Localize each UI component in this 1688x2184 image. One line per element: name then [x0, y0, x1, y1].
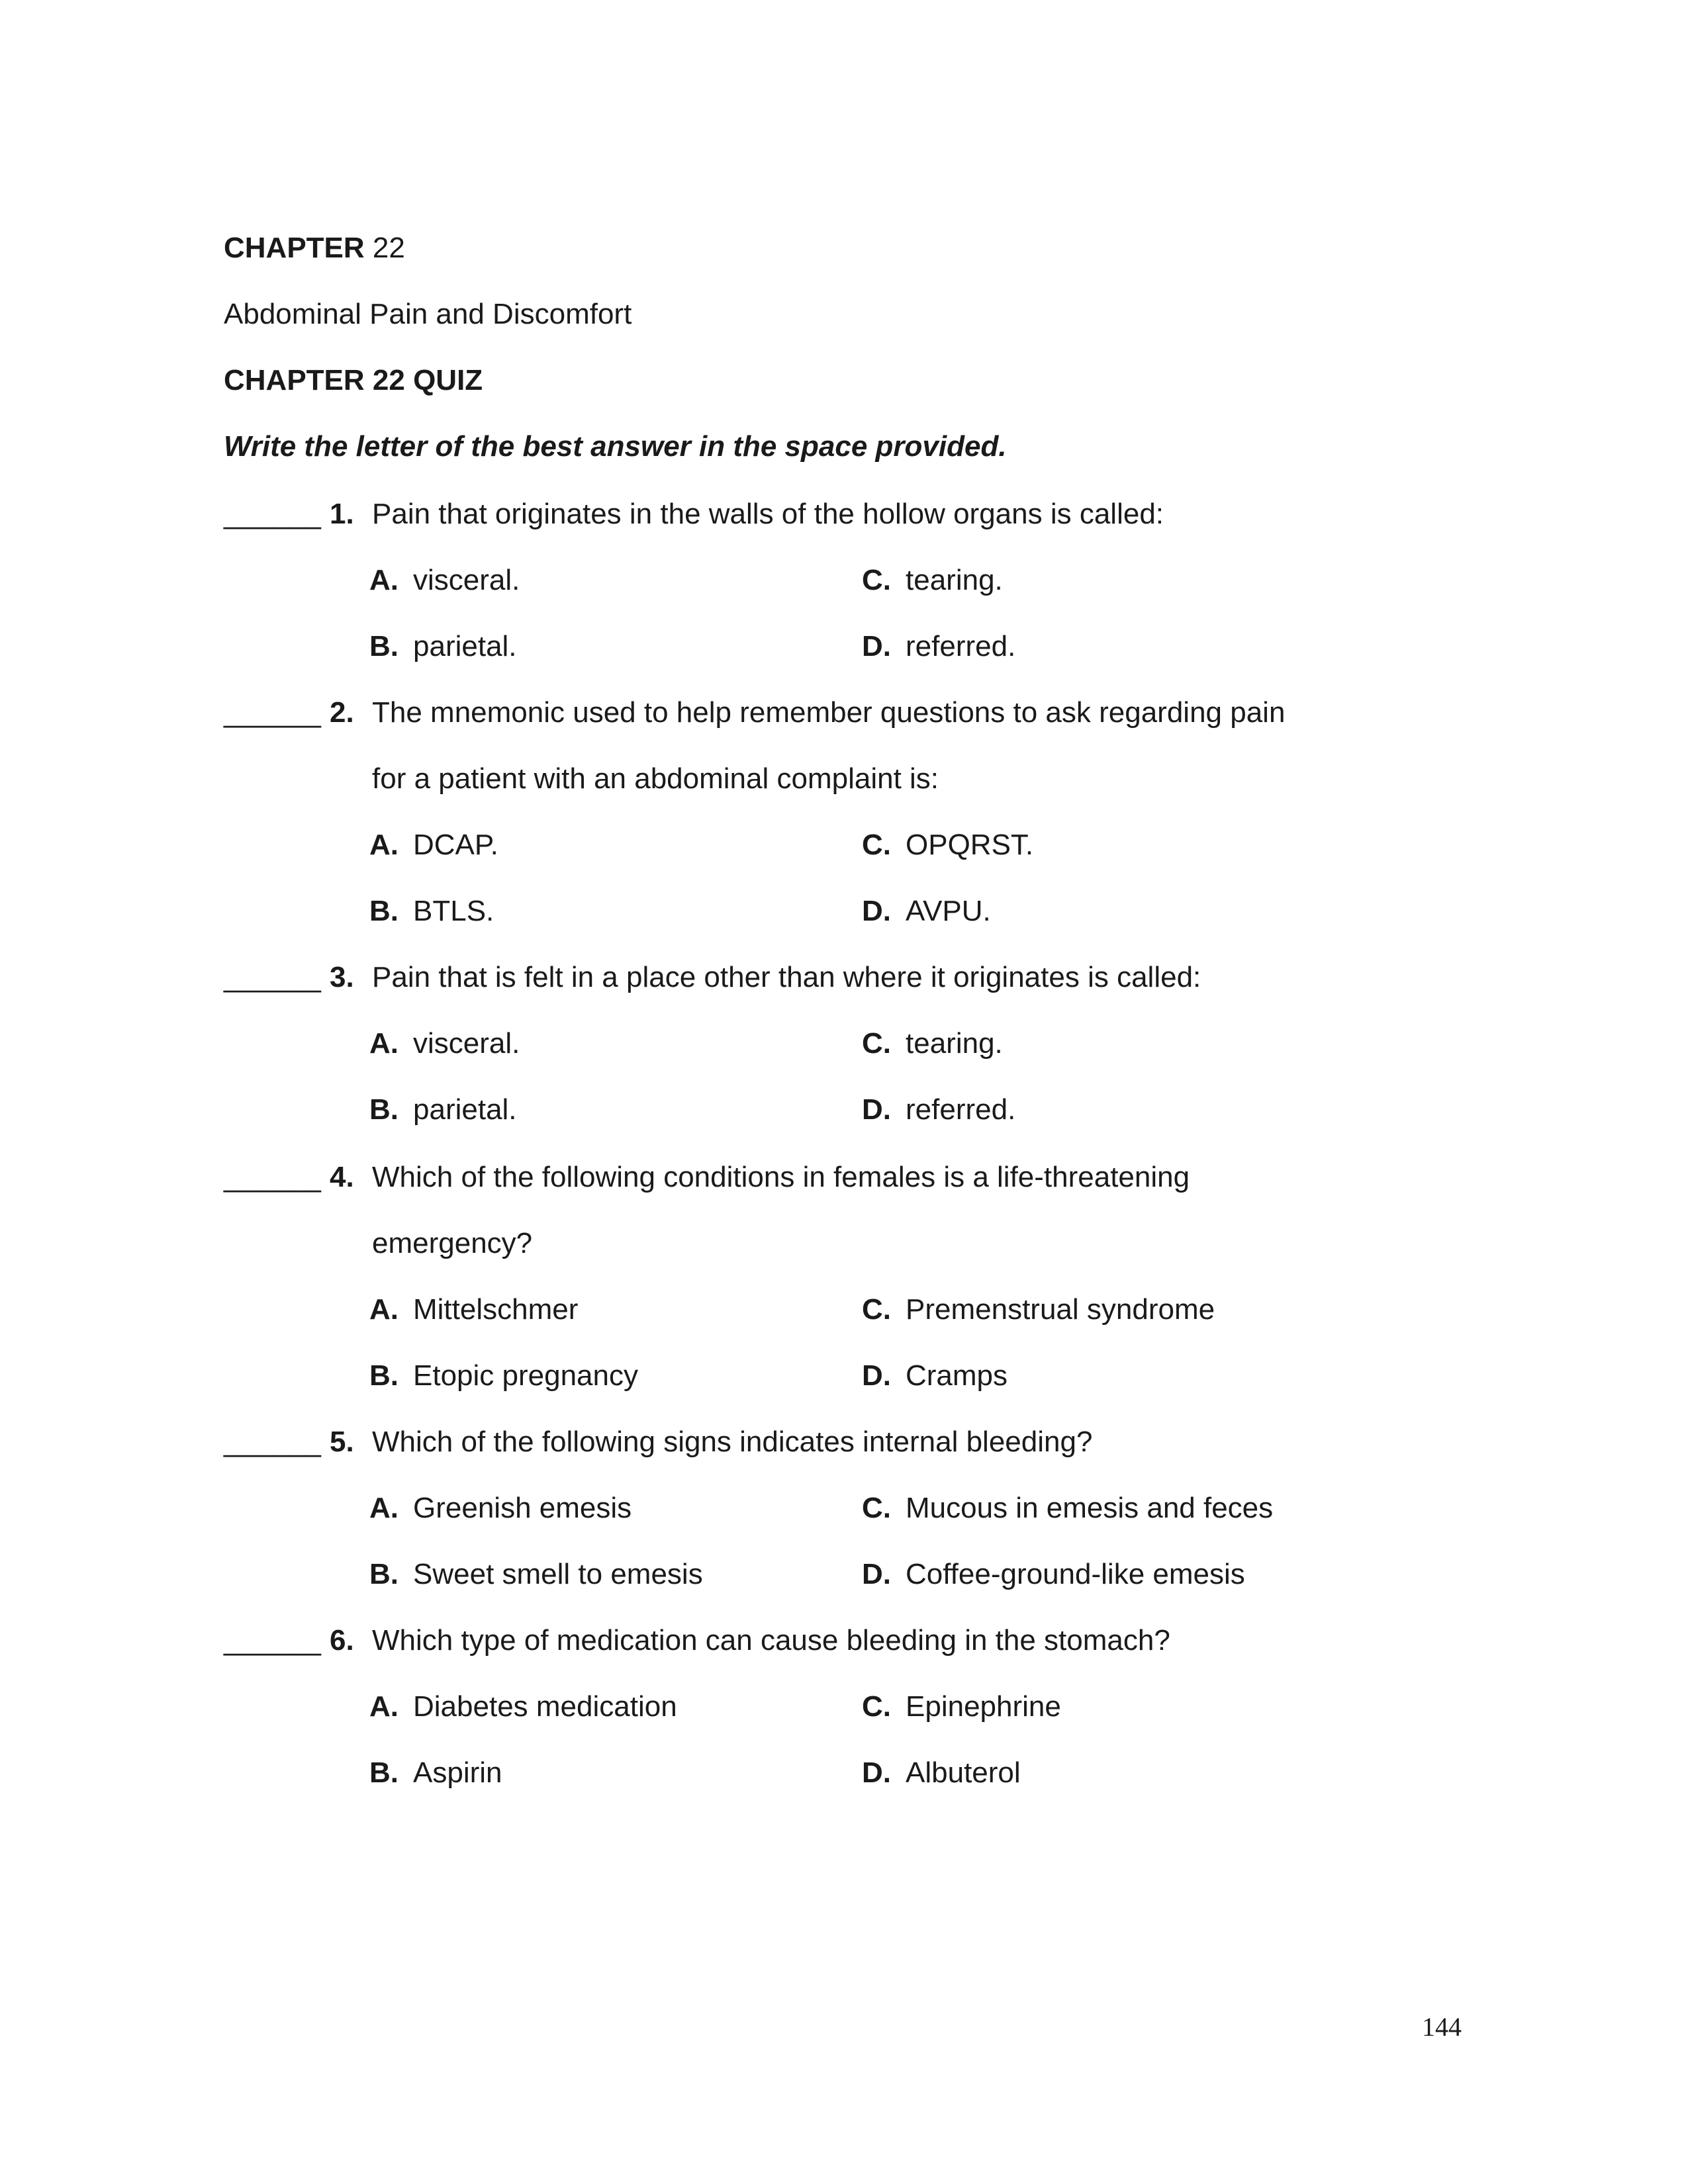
question-number: 4.: [330, 1161, 354, 1193]
option-text: parietal.: [413, 1093, 517, 1126]
option-letter: D.: [862, 1558, 891, 1590]
option-letter: A.: [369, 1027, 399, 1060]
option-a: [369, 1492, 632, 1525]
option-b: [369, 1093, 517, 1126]
option-letter: A.: [369, 1492, 399, 1524]
option-text: referred.: [906, 630, 1016, 662]
option-letter: C.: [862, 1492, 891, 1524]
option-text: Sweet smell to emesis: [413, 1558, 703, 1590]
question-text: Pain that is felt in a place other than where it originates is called:: [372, 961, 1201, 993]
option-letter: B.: [369, 895, 399, 927]
option-b: [369, 630, 517, 663]
option-text: Mucous in emesis and feces: [906, 1492, 1274, 1524]
option-text: Cramps: [906, 1359, 1008, 1392]
chapter-heading: [224, 232, 405, 265]
question-text: Which of the following conditions in females is a life-threatening: [372, 1161, 1190, 1193]
question-text-continued: emergency?: [372, 1227, 533, 1259]
option-b: [369, 895, 494, 928]
question-number: 1.: [330, 498, 354, 530]
option-b: [369, 1359, 638, 1392]
option-d: [862, 630, 1015, 663]
answer-blank[interactable]: ______: [224, 498, 321, 530]
option-a: [369, 829, 498, 862]
option-letter: D.: [862, 895, 891, 927]
option-text: Aspirin: [413, 1756, 502, 1789]
option-text: Epinephrine: [906, 1690, 1061, 1723]
option-a: [369, 1293, 578, 1326]
option-letter: A.: [369, 564, 399, 596]
option-text: DCAP.: [413, 829, 498, 861]
question-text-continued: for a patient with an abdominal complaint is:: [372, 762, 939, 795]
option-d: [862, 1359, 1008, 1392]
chapter-label: CHAPTER: [224, 232, 365, 264]
option-text: BTLS.: [413, 895, 494, 927]
question-text: Pain that originates in the walls of the hollow organs is called:: [372, 498, 1164, 530]
option-text: parietal.: [413, 630, 517, 662]
option-text: Etopic pregnancy: [413, 1359, 638, 1392]
page-number: 144: [1422, 2012, 1462, 2042]
question-number: 6.: [330, 1624, 354, 1657]
option-text: visceral.: [413, 1027, 520, 1060]
option-letter: B.: [369, 1558, 399, 1590]
option-text: tearing.: [906, 564, 1003, 596]
option-c: [862, 1027, 1003, 1060]
option-c: [862, 564, 1003, 597]
option-letter: D.: [862, 1359, 891, 1392]
option-text: Mittelschmer: [413, 1293, 579, 1326]
question-number: 2.: [330, 696, 354, 729]
option-text: OPQRST.: [906, 829, 1034, 861]
option-letter: B.: [369, 1093, 399, 1126]
option-letter: C.: [862, 1027, 891, 1060]
option-letter: B.: [369, 1359, 399, 1392]
option-text: Diabetes medication: [413, 1690, 677, 1723]
option-letter: D.: [862, 630, 891, 662]
option-d: [862, 1756, 1021, 1790]
option-d: [862, 895, 991, 928]
option-text: tearing.: [906, 1027, 1003, 1060]
answer-blank[interactable]: ______: [224, 1624, 321, 1657]
option-text: Premenstrual syndrome: [906, 1293, 1215, 1326]
question-number: 3.: [330, 961, 354, 993]
option-letter: A.: [369, 1293, 399, 1326]
option-a: [369, 564, 520, 597]
chapter-title: Abdominal Pain and Discomfort: [224, 298, 632, 330]
answer-blank[interactable]: ______: [224, 1161, 321, 1193]
option-d: [862, 1093, 1015, 1126]
option-letter: B.: [369, 630, 399, 662]
option-text: Coffee-ground-like emesis: [906, 1558, 1245, 1590]
question-text: Which of the following signs indicates internal bleeding?: [372, 1426, 1093, 1458]
question-text: Which type of medication can cause bleeding in the stomach?: [372, 1624, 1170, 1657]
option-a: [369, 1690, 677, 1723]
answer-blank[interactable]: ______: [224, 1426, 321, 1458]
option-b: [369, 1558, 703, 1591]
option-text: Greenish emesis: [413, 1492, 632, 1524]
quiz-title: CHAPTER 22 QUIZ: [224, 364, 483, 396]
option-c: [862, 1492, 1273, 1525]
option-letter: C.: [862, 564, 891, 596]
option-letter: D.: [862, 1093, 891, 1126]
quiz-instructions: Write the letter of the best answer in the space provided.: [224, 430, 1007, 463]
question-text: The mnemonic used to help remember questions to ask regarding pain: [372, 696, 1286, 729]
answer-blank[interactable]: ______: [224, 961, 321, 993]
option-letter: A.: [369, 829, 399, 861]
question-number: 5.: [330, 1426, 354, 1458]
answer-blank[interactable]: ______: [224, 696, 321, 729]
option-a: [369, 1027, 520, 1060]
option-text: referred.: [906, 1093, 1016, 1126]
option-text: Albuterol: [906, 1756, 1021, 1789]
option-c: [862, 1690, 1061, 1723]
option-letter: C.: [862, 1690, 891, 1723]
option-b: [369, 1756, 502, 1790]
option-text: AVPU.: [906, 895, 991, 927]
option-letter: B.: [369, 1756, 399, 1789]
option-text: visceral.: [413, 564, 520, 596]
option-letter: A.: [369, 1690, 399, 1723]
chapter-number: 22: [372, 232, 405, 264]
option-c: [862, 829, 1033, 862]
option-d: [862, 1558, 1245, 1591]
option-letter: C.: [862, 829, 891, 861]
option-letter: C.: [862, 1293, 891, 1326]
option-letter: D.: [862, 1756, 891, 1789]
option-c: [862, 1293, 1215, 1326]
